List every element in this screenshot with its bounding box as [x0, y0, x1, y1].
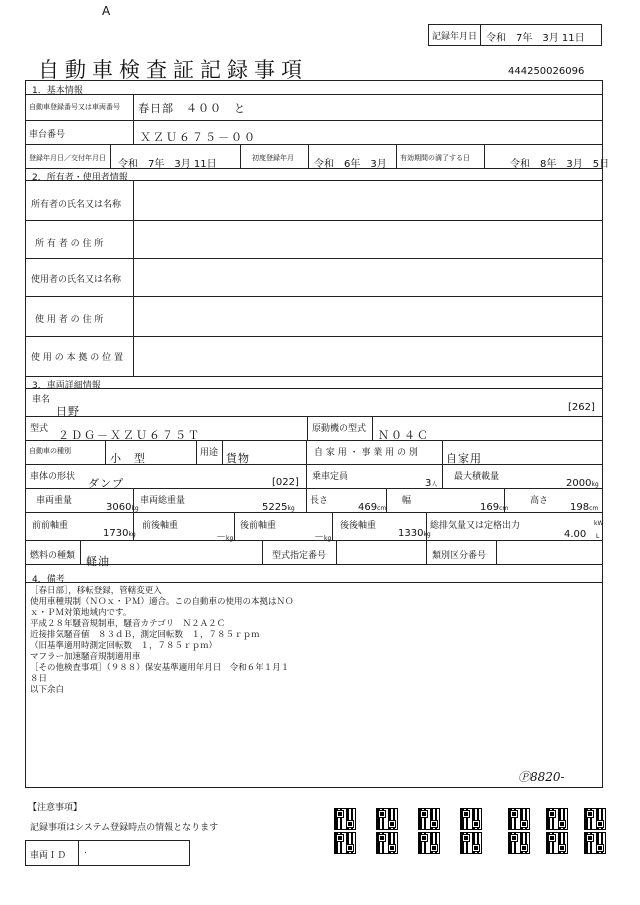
- fr-axle-value: －: [216, 532, 226, 543]
- qr-code: [584, 832, 606, 854]
- qr-code: [460, 808, 482, 830]
- engine-value: Ｎ０４Ｃ: [378, 429, 430, 442]
- gross-unit: kg: [287, 505, 295, 512]
- fr-axle-unit: kg: [226, 535, 234, 542]
- expiry-value: 令和 8年 3月 5日: [510, 159, 610, 170]
- section-basic-title: 1．基本情報: [32, 83, 83, 96]
- width-unit: cm: [499, 505, 509, 512]
- top-mark: A: [102, 4, 111, 18]
- rf-axle-unit: kg: [324, 535, 332, 542]
- section-owner-title: 2．所有者・使用者情報: [32, 170, 128, 183]
- weight-value: 3060: [106, 502, 132, 513]
- qr-code: [546, 808, 568, 830]
- body-value: ダンプ: [88, 477, 125, 490]
- owner-name-label: 所有者の氏名又は名称: [31, 200, 122, 210]
- rr-axle-value: 1330: [398, 528, 424, 539]
- capacity-unit: 人: [431, 481, 438, 488]
- expiry-label: 有効期間の満了する日: [400, 154, 470, 162]
- maker-value: 日野: [56, 405, 80, 418]
- ff-axle-unit: kg: [128, 531, 136, 538]
- car-id-value: .: [84, 846, 87, 856]
- body-label: 車体の形状: [30, 472, 76, 482]
- model-label: 型式: [30, 424, 49, 434]
- reg-number-label: 自動車登録番号又は車両番号: [29, 103, 120, 111]
- car-id-label: 車両ＩＤ: [30, 851, 67, 861]
- length-unit: cm: [377, 505, 387, 512]
- section-vehicle-title: 3．車両詳細情報: [32, 378, 101, 391]
- weight-unit: kg: [131, 505, 139, 512]
- rr-axle-label: 後後軸重: [340, 521, 377, 531]
- qr-code: [418, 832, 440, 854]
- user-address-label: 使 用 者 の 住 所: [35, 315, 104, 325]
- width-value: 169: [480, 502, 500, 513]
- qr-code: [546, 832, 568, 854]
- max-load-unit: kg: [591, 481, 599, 488]
- displacement-label: 総排気量又は定格出力: [430, 521, 521, 531]
- qr-code: [508, 832, 530, 854]
- handwritten-note: Ⓟ8820-: [518, 770, 565, 784]
- reg-date-value: 令和 7年 3月 11日: [118, 159, 217, 170]
- rf-axle-label: 後前軸重: [240, 521, 277, 531]
- fuel-label: 燃料の種類: [30, 551, 76, 561]
- maker-label: 車名: [32, 395, 51, 405]
- use-label: 用途: [200, 448, 219, 458]
- ff-axle-value: 1730: [103, 528, 129, 539]
- qr-code: [376, 832, 398, 854]
- notes-text: 記録事項はシステム登録時点の情報となります: [30, 823, 219, 833]
- type-designation-label: 型式指定番号: [272, 551, 327, 561]
- reg-number-value: 春日部 ４００ と: [138, 102, 246, 115]
- category-label: 類別区分番号: [432, 551, 487, 561]
- ff-axle-label: 前前軸重: [32, 521, 69, 531]
- height-label: 高さ: [530, 496, 549, 506]
- qr-code: [334, 832, 356, 854]
- length-value: 469: [358, 502, 378, 513]
- first-reg-value: 令和 6年 3月: [314, 159, 387, 170]
- capacity-label: 乗車定員: [312, 472, 349, 482]
- rf-axle-value: －: [314, 532, 324, 543]
- model-value: ２ＤＧ－ＸＺＵ６７５Ｔ: [58, 429, 201, 442]
- use-value: 貨物: [226, 452, 250, 465]
- gross-value: 5225: [262, 502, 288, 513]
- private-business-label: 自 家 用 ・ 事 業 用 の 別: [314, 448, 418, 458]
- height-unit: cm: [589, 505, 599, 512]
- base-location-label: 使 用 の 本 拠 の 位 置: [31, 353, 124, 363]
- kind-label: 自動車の種別: [29, 447, 71, 455]
- capacity-value: 3: [425, 478, 432, 489]
- qr-code: [376, 808, 398, 830]
- reg-date-label: 登録年月日／交付年月日: [29, 154, 106, 162]
- engine-label: 原動機の型式: [312, 424, 367, 434]
- section-remarks-title: 4．備考: [32, 572, 65, 585]
- rr-axle-unit: kg: [423, 531, 431, 538]
- height-value: 198: [570, 502, 590, 513]
- gross-label: 車両総重量: [140, 496, 186, 506]
- weight-label: 車両重量: [36, 496, 73, 506]
- maker-code: [262]: [568, 402, 595, 413]
- displacement-value: 4.00: [564, 529, 587, 540]
- first-reg-label: 初度登録年月: [252, 154, 294, 162]
- displacement-unit-top: kW: [594, 520, 604, 527]
- record-date-value: 令和 7年 3月 11日: [486, 33, 585, 44]
- user-name-label: 使用者の氏名又は名称: [31, 275, 122, 285]
- document-number: 444250026096: [508, 66, 585, 77]
- max-load-label: 最大積載量: [454, 472, 500, 482]
- record-date-label: 記録年月日: [432, 32, 478, 42]
- kind-value: 小 型: [110, 452, 146, 465]
- displacement-unit-bottom: L: [596, 533, 600, 540]
- chassis-value: ＸＺＵ６７５－００: [140, 131, 257, 144]
- max-load-value: 2000: [566, 478, 592, 489]
- document-title: 自動車検査証記録事項: [38, 58, 308, 82]
- length-label: 長さ: [310, 496, 329, 506]
- body-code: [022]: [272, 477, 299, 488]
- remarks-text: ［春日部］，移転登録，管轄変更入 使用車種規制（ＮＯｘ・ＰＭ）適合。この自動車の使用の本拠はＮＯ ｘ・ＰＭ対策地域内です。 平成２８年騒音規制車，騒音カテゴリ Ｎ２Ａ２Ｃ 近接排気騒音値 ８３ｄＢ，測定回転数 １，７８５ｒｐｍ （旧基準適用時測定回転数 １，７８５ｒｐｍ） マフラー加速騒音規制適用車 ［その他検査事項］（９８８）保安基準適用年月日 令和６年１月１ ８日 以下余白: [30, 586, 294, 695]
- qr-code: [334, 808, 356, 830]
- notes-label: 【注意事項】: [28, 803, 83, 813]
- fuel-value: 軽油: [86, 555, 110, 568]
- private-business-value: 自家用: [446, 452, 482, 465]
- qr-code: [460, 832, 482, 854]
- qr-code: [584, 808, 606, 830]
- owner-address-label: 所 有 者 の 住 所: [35, 239, 104, 249]
- qr-code: [418, 808, 440, 830]
- chassis-label: 車台番号: [29, 130, 66, 140]
- fr-axle-label: 前後軸重: [142, 521, 179, 531]
- qr-code: [508, 808, 530, 830]
- width-label: 幅: [402, 496, 412, 506]
